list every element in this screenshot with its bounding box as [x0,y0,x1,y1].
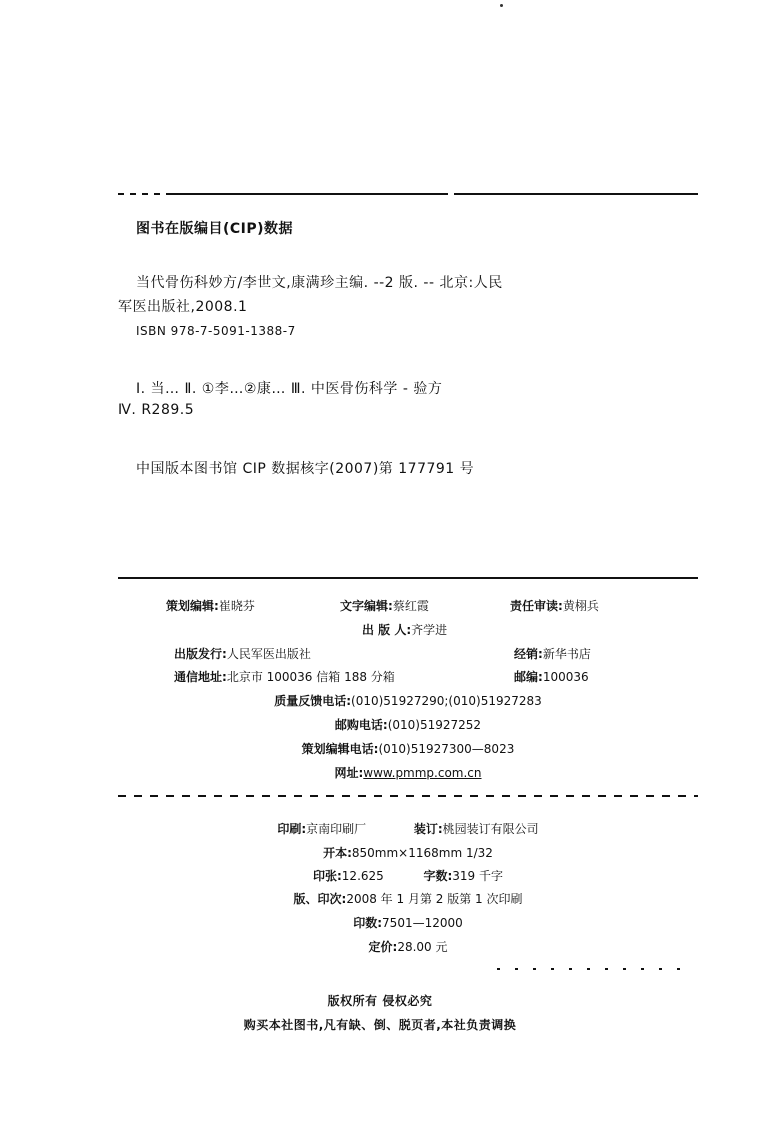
price: 定价:28.00 元 [368,940,448,954]
word-count: 字数:319 千字 [423,869,503,883]
cip-class-line: Ⅳ. R289.5 [118,402,195,418]
dealer: 经销:新华书店 [514,647,591,661]
cip-title-line: 当代骨伤科妙方/李世文,康满珍主编. --2 版. -- 北京:人民 [136,275,503,291]
print-run: 印数:7501—12000 [353,916,463,930]
mail-order-phone: 邮购电话:(010)51927252 [334,718,482,732]
replacement-notice: 购买本社图书,凡有缺、倒、脱页者,本社负责调换 [243,1018,517,1032]
planning-editor: 策划编辑:崔晓芬 [166,599,255,613]
cip-catalog-number: 中国版本图书馆 CIP 数据核字(2007)第 177791 号 [136,461,475,477]
cip-publisher-line: 军医出版社,2008.1 [118,299,248,315]
cip-isbn: ISBN 978-7-5091-1388-7 [136,324,296,338]
credits-top-rule [118,577,698,579]
publisher-person: 出 版 人:齐学进 [362,623,448,637]
cip-heading: 图书在版编目(CIP)数据 [136,221,294,237]
page-format: 开本:850mm×1168mm 1/32 [323,846,493,860]
mailing-address: 通信地址:北京市 100036 信箱 188 分箱 [174,670,395,684]
credits-bottom-rule [118,795,698,797]
text-editor: 文字编辑:蔡红霞 [340,599,429,613]
distributor: 出版发行:人民军医出版社 [174,647,311,661]
rights-notice: 版权所有 侵权必究 [327,994,433,1008]
dotted-rule [497,968,692,970]
top-rule [118,193,698,195]
scan-speck [500,4,503,7]
binder: 装订:桃园装订有限公司 [413,822,539,836]
cip-subject-line: Ⅰ. 当… Ⅱ. ①李…②康… Ⅲ. 中医骨伤科学 - 验方 [136,381,443,397]
editorial-phone: 策划编辑电话:(010)51927300—8023 [301,742,515,756]
quality-feedback-phone: 质量反馈电话:(010)51927290;(010)51927283 [274,694,542,708]
edition-printing: 版、印次:2008 年 1 月第 2 版第 1 次印刷 [293,892,523,906]
print-sheets: 印张:12.625 [312,869,384,883]
postcode: 邮编:100036 [514,670,589,684]
website: 网址:www.pmmp.com.cn [334,766,482,780]
review-editor: 责任审读:黄栩兵 [510,599,599,613]
printer: 印刷:京南印刷厂 [277,822,367,836]
